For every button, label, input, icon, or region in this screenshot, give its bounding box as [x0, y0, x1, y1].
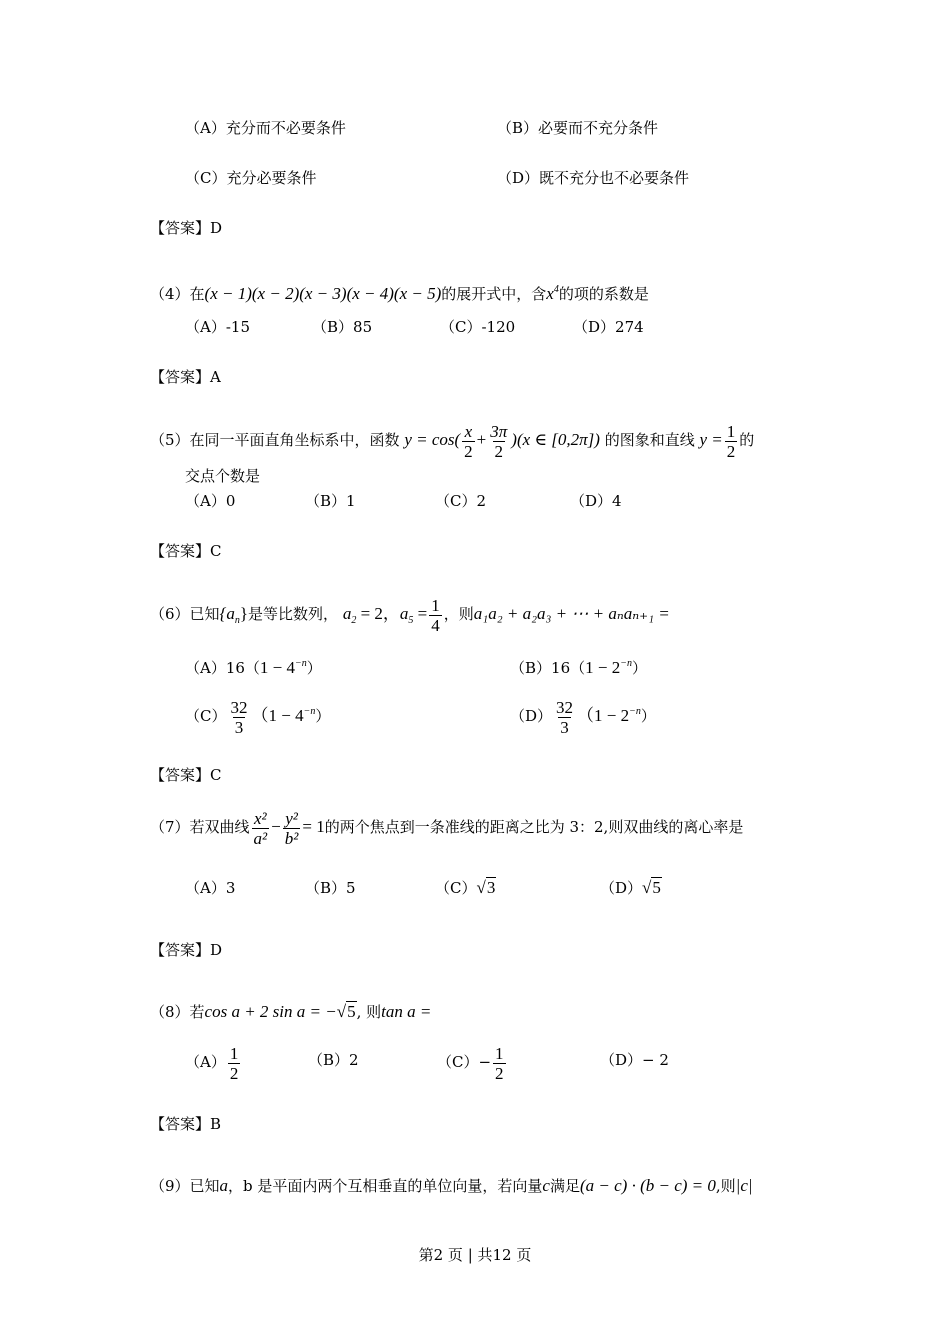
q8-opt-c-label: （C）− — [437, 1053, 492, 1071]
q6-answer: 【答案】C — [150, 766, 222, 784]
q8-stem — [150, 1002, 431, 1022]
q7-fraction-x2-a2 — [252, 809, 270, 848]
q5-frac2-den: 2 — [494, 441, 504, 461]
q7-frac1-num: x² — [254, 808, 267, 828]
q3-option-c: （C）充分必要条件 — [185, 169, 317, 187]
q5-mid-text: 的图象和直线 — [604, 431, 695, 449]
q8-opt-a-num: 1 — [229, 1043, 239, 1063]
q6-opt-c-close: ） — [315, 707, 331, 725]
page-footer: 第2 页 | 共12 页 — [418, 1246, 532, 1264]
q8-tan: tan a = — [381, 1002, 432, 1021]
q9-vector-c: c — [542, 1176, 550, 1195]
q7-frac2-num: y² — [285, 808, 298, 828]
q5-plus: + — [476, 430, 487, 449]
q5-line-lhs: y = — [699, 430, 723, 449]
q9-then-text: ,则 — [715, 1177, 736, 1195]
q9-expression: (a − c) · (b − c) = 0 — [579, 1176, 716, 1195]
q9-satisfies-text: 满足 — [549, 1177, 580, 1195]
q6-a5: a — [399, 604, 409, 623]
q6-opt-d-pow: −n — [629, 706, 641, 717]
q9-stem — [150, 1176, 753, 1196]
q6-opt-c-fraction — [228, 698, 249, 737]
q6-opt-b-close: ） — [631, 659, 647, 677]
q6-opt-c-label: （C） — [185, 707, 227, 725]
q7-stem — [150, 805, 743, 849]
q6-opt-d-expr: （1 − 2 — [577, 706, 630, 725]
q7-opt-c-label: （C） — [435, 879, 477, 897]
q7-tail-text: 的两个焦点到一条准线的距离之比为 3：2,则双曲线的离心率是 — [324, 818, 744, 836]
q4-stem — [150, 280, 649, 304]
q7-equals: = 1 — [302, 817, 325, 836]
q7-opt-c-sqrt: √3 — [476, 878, 496, 897]
q6-a2-value: = 2， — [356, 604, 400, 623]
q5-number: （5）在同一平面直角坐标系中，函数 — [150, 431, 400, 449]
q8-then-text: , 则 — [356, 1003, 382, 1021]
q7-frac2-den: b² — [284, 828, 299, 848]
q6-opt-b-expr: 1 − 2 — [585, 658, 621, 677]
q6-mid-text: 是等比数列， — [248, 605, 339, 623]
q4-mid-text: 的展开式中，含 — [441, 285, 547, 303]
q8-option-b: （B）2 — [308, 1051, 359, 1069]
q8-opt-c-fraction — [493, 1044, 506, 1083]
q6-a2-sub: 2 — [351, 615, 357, 626]
q7-fraction-y2-b2 — [283, 809, 301, 848]
q3-option-d: （D）既不充分也不必要条件 — [497, 169, 690, 187]
q9-vector-a: a — [219, 1176, 229, 1195]
q6-option-a — [185, 654, 322, 678]
q7-option-a: （A）3 — [185, 879, 236, 897]
q3-option-b: （B）必要而不充分条件 — [497, 119, 659, 137]
q6-a2: a — [342, 604, 352, 623]
q6-stem — [150, 592, 670, 643]
q7-option-c — [435, 878, 496, 898]
q4-tail-text: 的项的系数是 — [558, 285, 649, 303]
q4-option-a: （A）-15 — [185, 318, 250, 336]
q5-frac1-den: 2 — [464, 441, 473, 461]
q8-opt-c-num: 1 — [495, 1043, 504, 1063]
q6-a5-eq: = — [413, 604, 428, 623]
q8-opt-a-den: 2 — [229, 1063, 239, 1083]
q7-opt-d-sqrt: √5 — [642, 878, 661, 897]
q6-sum-expression: a₁a₂ + a₂a₃ + ⋯ + aₙaₙ₊₁ = — [473, 604, 670, 623]
q4-option-c: （C）-120 — [440, 318, 516, 336]
q6-opt-b-label: （B）16（ — [510, 659, 586, 677]
q7-frac1-den: a² — [253, 828, 268, 848]
q5-frac3-den: 2 — [726, 441, 736, 461]
q9-number: （9）已知 — [150, 1177, 220, 1195]
q7-opt-d-radicand: 5 — [652, 878, 661, 897]
q6-opt-c-pow: −n — [303, 706, 316, 717]
q7-option-b: （B）5 — [305, 879, 356, 897]
q5-frac3-num: 1 — [726, 421, 736, 441]
q4-option-b: （B）85 — [312, 318, 373, 336]
q7-minus: − — [271, 817, 281, 836]
q6-a5-sub: 5 — [408, 615, 414, 626]
q6-number: （6）已知 — [150, 605, 220, 623]
q6-sequence-close: } — [239, 604, 249, 623]
q6-opt-a-close: ） — [306, 659, 322, 677]
q6-opt-c-num: 32 — [230, 697, 248, 717]
q8-opt-a-fraction — [228, 1044, 241, 1083]
q4-option-d: （D）274 — [573, 318, 644, 336]
q6-opt-d-num: 32 — [556, 697, 574, 717]
q8-expression: cos a + 2 sin a = − — [204, 1002, 337, 1021]
q9-mid-text: ，b 是平面内两个互相垂直的单位向量，若向量 — [228, 1177, 543, 1195]
q7-opt-c-radicand: 3 — [486, 878, 496, 897]
q7-option-d — [600, 878, 662, 898]
q8-opt-a-label: （A） — [185, 1053, 226, 1071]
q7-number: （7）若双曲线 — [150, 818, 250, 836]
q6-opt-d-den: 3 — [560, 717, 569, 737]
q8-answer: 【答案】B — [150, 1115, 222, 1133]
q7-opt-d-label: （D） — [600, 879, 643, 897]
q5-domain: )(x ∈ [0,2π]) — [511, 430, 600, 449]
q6-fraction-1-over-4 — [429, 596, 442, 635]
q6-opt-b-pow: −n — [620, 658, 632, 669]
q7-answer: 【答案】D — [150, 941, 223, 959]
q6-opt-d-close: ） — [640, 707, 656, 725]
q5-fraction-3pi-over-2 — [488, 422, 509, 461]
q6-opt-c-expr: （1 − 4 — [251, 706, 304, 725]
q9-abs-c: |c| — [735, 1176, 753, 1195]
q6-frac-num: 1 — [431, 595, 440, 615]
q5-fraction-1-over-2 — [725, 422, 738, 461]
q4-variable: x — [546, 284, 554, 303]
q5-function-lhs: y = cos( — [404, 430, 461, 449]
q6-opt-d-label: （D） — [510, 707, 553, 725]
q6-frac-den: 4 — [431, 615, 440, 635]
q5-option-b: （B）1 — [305, 492, 356, 510]
q8-opt-c-den: 2 — [495, 1063, 504, 1083]
q5-frac2-num: 3π — [490, 421, 508, 441]
q3-option-a: （A）充分而不必要条件 — [185, 119, 346, 137]
q6-opt-a-pow: −n — [295, 658, 307, 669]
q5-option-d: （D）4 — [570, 492, 622, 510]
q5-frac1-num: x — [464, 421, 473, 441]
q5-line2: 交点个数是 — [185, 467, 261, 485]
q4-power: 4 — [553, 284, 559, 295]
q5-option-c: （C）2 — [435, 492, 487, 510]
q4-expression: (x − 1)(x − 2)(x − 3)(x − 4)(x − 5) — [204, 284, 442, 303]
q3-answer: 【答案】D — [150, 219, 223, 237]
q8-option-a — [185, 1040, 242, 1084]
q5-fraction-x-over-2 — [462, 422, 475, 461]
q4-number: （4）在 — [150, 285, 205, 303]
q6-option-b — [510, 654, 647, 678]
q4-answer: 【答案】A — [150, 368, 221, 386]
q5-stem — [150, 418, 754, 462]
q8-option-c — [437, 1040, 508, 1084]
q8-sqrt: √5 — [336, 1002, 356, 1021]
q5-tail-text: 的 — [739, 431, 755, 449]
q5-answer: 【答案】C — [150, 542, 222, 560]
q6-option-c — [185, 690, 330, 738]
q6-sequence: {a — [219, 604, 235, 623]
q6-opt-a-label: （A）16（ — [185, 659, 260, 677]
q6-opt-c-den: 3 — [234, 717, 244, 737]
q8-number: （8）若 — [150, 1003, 205, 1021]
q6-option-d — [510, 690, 656, 738]
q8-radicand: 5 — [347, 1002, 356, 1021]
q6-opt-d-fraction — [554, 698, 575, 737]
q5-option-a: （A）0 — [185, 492, 236, 510]
q6-then-text: ，则 — [443, 605, 474, 623]
q6-opt-a-expr: 1 − 4 — [259, 658, 296, 677]
q8-option-d: （D）− 2 — [600, 1051, 669, 1069]
q6-sequence-sub: n — [234, 615, 240, 626]
